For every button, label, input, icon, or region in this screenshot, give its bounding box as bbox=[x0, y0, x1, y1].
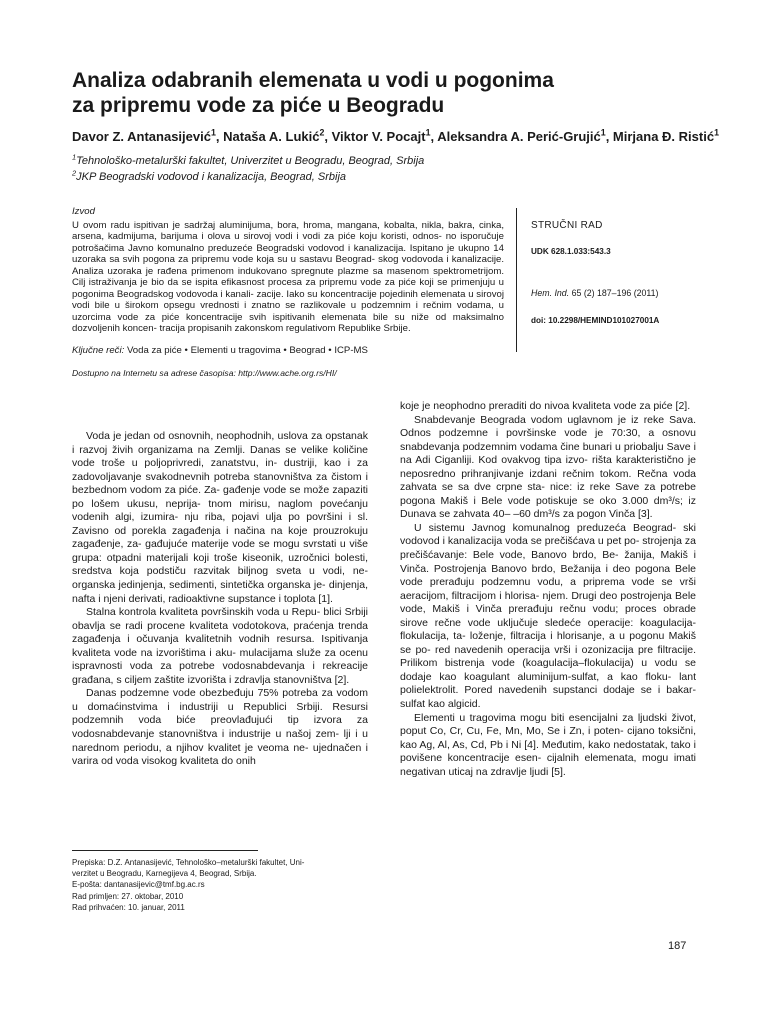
body-line: koje je neophodno preraditi do nivoa kvaliteta vode za bbox=[400, 400, 651, 412]
body-line: sredstva koja podstiču razvitak biljnog sveta u vodi, ne- bbox=[72, 565, 368, 578]
sidebar-divider bbox=[516, 208, 517, 352]
body-line: ski vodovod i kanalizacija voda se prečišćava u pet po- bbox=[400, 521, 697, 548]
body-line: stanovništva za čistom i bezbednom vodom za piće. Za- bbox=[72, 470, 369, 497]
abstract-label: Izvod bbox=[72, 206, 95, 217]
abstract-line: no isporučuje potrošačima Javno komunalno preduzeće Beogradski vodovod i kanalizacija. bbox=[72, 231, 504, 254]
body-paragraph bbox=[72, 430, 368, 606]
right-column bbox=[400, 400, 696, 779]
body-line: dinjenja, nafta i njeni derivati, radioaktivne supstance i bbox=[72, 579, 368, 605]
abstract-line: skog vodovoda i kanalizacije. Analiza uzoraka je rađena primenom indukovano spregnute bbox=[72, 254, 505, 277]
left-column bbox=[72, 430, 368, 769]
body-line: potiskuje se oko 3.000 dm³/s; iz Dunava se zahvata 40– bbox=[400, 494, 696, 521]
body-line: ujednačen i varira od voda visokog kvaliteta do onih bbox=[72, 741, 369, 768]
body-line: uključuje sledeće operacije: koagulacija-flokulacija, ta- bbox=[400, 616, 697, 643]
footnotes bbox=[72, 857, 372, 913]
journal-citation bbox=[531, 288, 731, 298]
body-line: žanija, Makiš i Vinča. Postrojenja Banovo brdo, Bežanija bbox=[400, 549, 696, 575]
body-line: opstanak i razvoj živih organizama na Zemlji. Danas se bbox=[72, 430, 368, 456]
body-line: i deo pogona Bele vode prerađuju podzemnu vodu, a bbox=[400, 562, 696, 589]
abstract-text bbox=[72, 220, 504, 335]
author-list: Davor Z. Antanasijević$^1$, Nataša A. Lukić$^2$, Viktor V. Pocajt$^1$, Aleksandra A. Perić-Grujić$^1$, Mirjana Đ. Ristić$^1$ bbox=[72, 127, 719, 144]
author-3: Viktor V. Pocajt bbox=[331, 129, 426, 144]
body-line: loženje, filtracija i hlorisanje, a u pogonu Makiš se po- bbox=[400, 630, 696, 656]
body-line: toplota [1]. bbox=[283, 592, 333, 605]
body-line: priobalju Save i na Adi Ciganliji. Kod ovakvog tipa izvo- bbox=[400, 440, 697, 467]
abstract-line: U ovom radu ispitivan je sadržaj aluminijuma, bora, hroma, mangana, kobalta, nikla, bakra, bbox=[72, 219, 475, 231]
body-line: Sava. Odnos podzemne i površinske vode je 70:30, a bbox=[400, 413, 696, 440]
body-line: Prilikom bistrenja vode (koagulacija–flokulacija) u vodu bbox=[400, 657, 678, 670]
body-line: lant polielektrolit. Pored navedenih supstanci dodaje se bbox=[400, 670, 697, 697]
body-line: zdravlje ljudi [5]. bbox=[490, 765, 566, 778]
body-line: rečnim tokom. Rečna voda zahvata se sa dve crpne sta- bbox=[400, 467, 697, 494]
body-line: Voda je jedan od osnovnih, neophodnih, uslova za bbox=[86, 430, 323, 442]
author-1-affiliation-marker: 1 bbox=[210, 127, 216, 138]
author-1: Davor Z. Antanasijević bbox=[72, 129, 211, 144]
author-4-affiliation-marker: 1 bbox=[600, 127, 606, 138]
body-line: i bakar-sulfat kao algicid. bbox=[400, 684, 696, 711]
article-metadata bbox=[531, 220, 731, 325]
body-line: zagađenja i načina na koje prouzrokuju zagađenje, za- bbox=[72, 524, 369, 551]
body-line: resursa. Ispitivanja kvaliteta vode na izvorištima i aku- bbox=[72, 633, 369, 659]
body-line: cijalnih elemenata, mogu imati negativan uticaj na bbox=[400, 752, 696, 778]
keywords-list: Voda za piće • Elementi u tragovima • Beograd • ICP-MS bbox=[126, 345, 368, 357]
journal-name: Hem. Ind. bbox=[531, 288, 570, 298]
footnote-divider bbox=[72, 850, 258, 851]
affiliation-2 bbox=[72, 170, 732, 184]
body-line: Danas podzemne vode obezbeđuju 75% potreba za bbox=[86, 687, 333, 700]
affiliation-1-marker: 1 bbox=[72, 152, 77, 162]
abstract-line: za pripremu vode za piće koji se primenjuju u pogonima Beogradskog vodovoda i kanali- bbox=[72, 277, 504, 300]
accepted-date: Rad prihvaćen: 10. januar, 2011 bbox=[72, 902, 185, 912]
body-line: red navedenih operacija vrši i ozonizacija pre filtracije. bbox=[434, 643, 696, 656]
body-line: lji i u narednom periodu, a njihov kvalitet je veoma ne- bbox=[72, 728, 368, 754]
abstract-block bbox=[72, 206, 504, 379]
body-line: cijano toksični, kao Ag, Al, As, Cd, Pb i Ni [4]. Međutim, bbox=[400, 725, 696, 751]
body-line: osnovu snabdevanja podzemnim vodama čine bunari u bbox=[400, 427, 697, 453]
body-line: izvorišta i zdravlja stanovništva [2]. bbox=[187, 673, 350, 686]
body-line: strojenja za prečišćavanje: Bele vode, Banovo brdo, Be- bbox=[400, 535, 696, 562]
abstract-line: koncentracije svih ispitivanih elemenata bile su niže od maksimalno dozvoljenih koncen- bbox=[72, 311, 504, 335]
body-line: Snabdevanje Beograda vodom uglavnom je iz reke bbox=[414, 413, 665, 426]
body-line: njem. Drugi deo postrojenja Bele vode, Makiš i Vinča bbox=[400, 589, 696, 616]
correspondence-line-2: verzitet u Beogradu, Karnegijeva 4, Beograd, Srbija. bbox=[72, 869, 257, 879]
availability-note: Dostupno na Internetu sa adrese časopisa: http://www.ache.org.rs/HI/ bbox=[72, 367, 337, 378]
author-4: Aleksandra A. Perić-Grujić bbox=[437, 129, 601, 144]
udk-code: UDK 628.1.033:543.3 bbox=[531, 247, 611, 256]
article-title bbox=[72, 68, 712, 118]
correspondence-line-1: Prepiska: D.Z. Antanasijević, Tehnološko–metalurški fakultet, Uni- bbox=[72, 858, 305, 867]
abstract-line: plazme sa masenom spektrometrijom. Cilj istraživanja je bio da se ispita efikasnost procesa bbox=[72, 265, 504, 289]
affiliation-2-marker: 2 bbox=[72, 168, 77, 178]
body-line: nju riba, pojavi ulja po površini i sl. Zavisno od porekla bbox=[72, 511, 368, 537]
body-line: vodosnabdevanja i rekreacije građana, s ciljem zaštite bbox=[72, 660, 368, 686]
body-line: vodosnabdevanje stanovništva i industrije u našoj zem- bbox=[72, 728, 339, 741]
abstract-line: cinka, arsena, kadmijuma, barijuma i olova u sirovoj vodi i vodi za piće koju koristi, odnos- bbox=[72, 219, 504, 243]
author-2: Nataša A. Lukić bbox=[223, 129, 320, 144]
abstract-line: vrednosti i znatno se razlikovale u podzemnim i rečnim vodama, u uzorcima vode za piće bbox=[72, 300, 505, 323]
body-paragraph bbox=[400, 522, 696, 712]
body-line: Resursi podzemnih voda biće preovlađujući tip izvora za bbox=[72, 700, 369, 727]
body-paragraph bbox=[400, 414, 696, 522]
body-line: piće [2]. bbox=[653, 400, 691, 412]
body-line: praćenja trenda zagađenja i očuvanja kvalitetnih vodnih bbox=[72, 619, 369, 646]
page-number: 187 bbox=[668, 940, 687, 952]
body-line: –60 dm³/s za pogon Vinča [3]. bbox=[513, 508, 653, 521]
author-2-affiliation-marker: 2 bbox=[319, 127, 325, 138]
abstract-line: tracija propisanih zakonskom regulativom Republike Srbije. bbox=[159, 323, 411, 335]
affiliation-1 bbox=[72, 154, 732, 168]
body-line: velike količine vode troše u poljoprivredi, zanatstvu, in- bbox=[72, 443, 369, 470]
body-line: dustriji, kao i za zadovoljavanje svakodnevnih potreba bbox=[72, 457, 368, 483]
body-line: prerađuju rečnu vodu; proces obrade sirove rečne vode bbox=[400, 603, 696, 629]
title-line-2: za pripremu vode za piće u Beogradu bbox=[72, 94, 445, 117]
body-paragraph bbox=[400, 400, 696, 414]
author-5-affiliation-marker: 1 bbox=[714, 127, 719, 138]
title-line-1: Analiza odabranih elemenata u vodi u pogonima bbox=[72, 69, 554, 92]
body-line: nice: iz reke Save za potrebe pogona Makiš i Bele vode bbox=[400, 481, 696, 507]
doi-link[interactable]: doi: 10.2298/HEMIND101027001A bbox=[531, 316, 660, 325]
keywords-label: Ključne reči: bbox=[72, 345, 125, 357]
body-line: život, poput Co, Cr, Cu, Fe, Mn, Mo, Se i Zn, i poten- bbox=[400, 711, 696, 738]
body-line: U sistemu Javnog komunalnog preduzeća Beograd- bbox=[414, 521, 677, 534]
body-line: priprema vode se vrši aeracijom, filtracijom i hlorisa- bbox=[400, 576, 696, 602]
abstract-line: Ispitano je ukupno 14 uzoraka sa svih pogona za pripremu vode koja su u sastavu Beograd- bbox=[72, 242, 504, 266]
journal-volume: 65 (2) 187–196 (2011) bbox=[569, 288, 659, 298]
body-line: Elementi u tragovima mogu biti esencijalni za ljudski bbox=[414, 711, 668, 724]
body-line: mulacijama služe za ocenu ispravnosti voda za potrebe bbox=[72, 646, 369, 673]
correspondence-email[interactable]: E-pošta: dantanasijevic@tmf.bg.ac.rs bbox=[72, 880, 205, 890]
affiliation-1-text: Tehnološko-metalurški fakultet, Univerzitet u Beogradu, Beograd, Srbija bbox=[76, 155, 425, 167]
received-date: Rad primljen: 27. oktobar, 2010 bbox=[72, 891, 184, 901]
article-type: STRUČNI RAD bbox=[531, 220, 603, 231]
body-line: vodom u domaćinstvima i industriji u Republici Srbiji. bbox=[72, 687, 368, 713]
body-line: tnom mirisu, naglom povećanju vodenih algi, izumira- bbox=[72, 497, 368, 524]
body-line: rišta karakteristično je neposredno prihranjivanje izdani bbox=[400, 454, 697, 480]
author-3-affiliation-marker: 1 bbox=[425, 127, 431, 138]
body-line: blici Srbiji obavlja se radi procene kvaliteta vodotokova, bbox=[72, 606, 368, 632]
body-line: kako nedostatak, tako i povišene koncentracije esen- bbox=[400, 738, 696, 765]
body-line: Stalna kontrola kvaliteta površinskih voda u Repu- bbox=[86, 606, 321, 619]
body-paragraph bbox=[400, 712, 696, 780]
author-5: Mirjana Đ. Ristić bbox=[612, 129, 715, 144]
body-line: organska jedinjenja, sedimenti, sintetička organska je- bbox=[72, 579, 326, 592]
body-line: gađenje vode se može zapaziti po lošem ukusu, neprija- bbox=[72, 484, 368, 510]
affiliation-2-text: JKP Beogradski vodovod i kanalizacija, Beograd, Srbija bbox=[76, 171, 347, 183]
body-paragraph bbox=[72, 606, 368, 687]
body-line: se dodaje kao koagulant aluminijum-sulfat, a kao floku- bbox=[400, 657, 696, 683]
body-paragraph bbox=[72, 687, 368, 768]
keywords bbox=[72, 345, 504, 357]
abstract-line: zacije. Iako su koncentracije pojedinih elemenata u sirovoj vodi bile u širokom opsegu bbox=[72, 288, 505, 312]
body-line: gađujuće materije vode se mogu svrstati u više grupa: bbox=[72, 538, 368, 564]
body-line: otpadni materijali koji troše kiseonik, uzročnici bolesti, bbox=[106, 551, 368, 564]
